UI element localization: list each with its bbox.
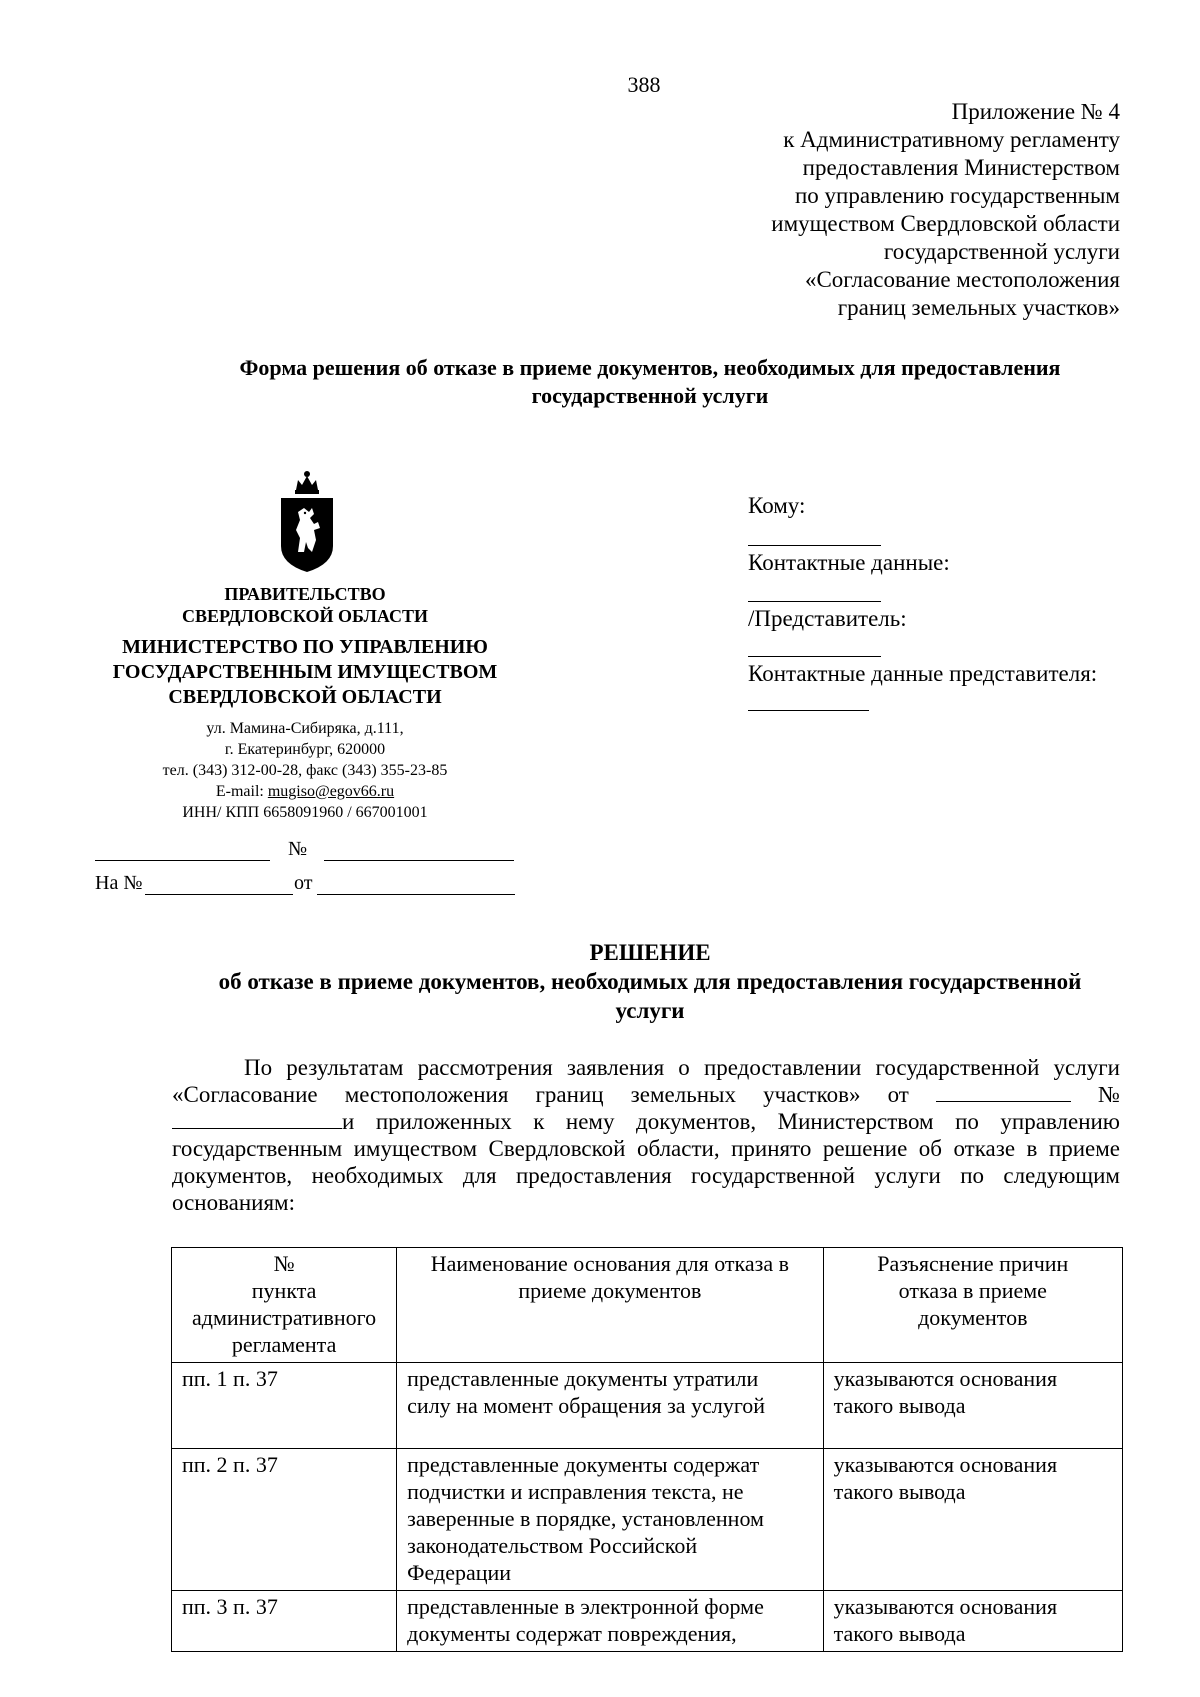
decision-body [172, 1054, 1120, 1216]
reason-cell: представленные документы содержат подчистки и исправления текста, не заверенные в порядке, установленном законодательством Российской Федерации [397, 1449, 823, 1591]
appendix-line: по управлению государственным [795, 183, 1120, 208]
table-row [172, 1449, 1123, 1591]
representative-label: /Представитель: [748, 606, 907, 631]
appendix-line: к Административному регламенту [783, 127, 1120, 152]
body-text-part: По результатам рассмотрения заявления о предоставлении государственной услуги «Согласование местоположения границ земельных участков» от [172, 1055, 1120, 1107]
table-header-row [172, 1248, 1123, 1363]
table-row [172, 1591, 1123, 1652]
ministry-name-line: СВЕРДЛОВСКОЙ ОБЛАСТИ [168, 686, 442, 708]
government-name-line: ПРАВИТЕЛЬСТВО [224, 584, 386, 604]
header-reason-name: Наименование основания для отказа в приеме документов [397, 1248, 823, 1363]
page-number: 388 [627, 72, 661, 97]
address-street: ул. Мамина-Сибиряка, д.111, [206, 720, 404, 737]
government-name-line: СВЕРДЛОВСКОЙ ОБЛАСТИ [182, 606, 428, 626]
email-label: E-mail: [215, 783, 268, 800]
appendix-header [600, 98, 1120, 322]
incoming-date-blank [317, 894, 515, 895]
form-title [140, 354, 1160, 410]
clause-cell: пп. 1 п. 37 [172, 1363, 397, 1449]
address-city: г. Екатеринбург, 620000 [224, 741, 386, 758]
decision-heading: РЕШЕНИЕ [589, 940, 711, 965]
recipient-to-label: Кому: [748, 493, 806, 518]
decision-subtitle-line: об отказе в приеме документов, необходимых для предоставления государственной [218, 969, 1082, 994]
table-row [172, 1363, 1123, 1449]
outgoing-number-line [95, 838, 515, 868]
ministry-letterhead [90, 583, 520, 823]
representative-contacts-blank [748, 710, 869, 711]
form-title-line: государственной услуги [531, 383, 769, 408]
application-number-blank [172, 1112, 342, 1129]
refusal-reasons-table [171, 1247, 1123, 1652]
application-date-blank [936, 1085, 1071, 1102]
clause-cell: пп. 2 п. 37 [172, 1449, 397, 1591]
appendix-line: «Согласование местоположения [804, 267, 1120, 292]
explanation-cell: указываются основания такого вывода [823, 1363, 1122, 1449]
incoming-from-label: от [294, 872, 313, 894]
header-clause-number: № пункта административного регламента [172, 1248, 397, 1363]
outgoing-date-blank [95, 860, 270, 861]
clause-cell: пп. 3 п. 37 [172, 1591, 397, 1652]
appendix-line: имуществом Свердловской области [771, 211, 1120, 236]
explanation-cell: указываются основания такого вывода [823, 1591, 1122, 1652]
representative-contacts-label: Контактные данные представителя: [748, 661, 1098, 686]
ministry-name-line: ГОСУДАРСТВЕННЫМ ИМУЩЕСТВОМ [112, 661, 498, 683]
body-number-sign: № [1098, 1082, 1120, 1107]
email-link[interactable]: mugiso@egov66.ru [267, 783, 395, 800]
appendix-line: границ земельных участков» [837, 295, 1120, 320]
coat-of-arms-icon [274, 468, 340, 574]
contacts-blank [748, 601, 881, 602]
outgoing-number-blank [324, 860, 514, 861]
address-phones: тел. (343) 312-00-28, факс (343) 355-23-85 [162, 762, 448, 779]
appendix-line: предоставления Министерством [802, 155, 1120, 180]
form-title-line: Форма решения об отказе в приеме документов, необходимых для предоставления [239, 355, 1061, 380]
ministry-name-line: МИНИСТЕРСТВО ПО УПРАВЛЕНИЮ [122, 636, 488, 658]
ministry-name [90, 635, 520, 710]
address-inn: ИНН/ КПП 6658091960 / 667001001 [182, 804, 428, 821]
explanation-cell: указываются основания такого вывода [823, 1449, 1122, 1591]
body-text-part: и приложенных к нему документов, Министерством по управлению государственным имуществом Свердловской области, принято решение об отказе в приеме документов, необходимых для предоставления государственной услуги по следующим основаниям: [172, 1109, 1120, 1215]
recipient-to-blank [748, 545, 881, 546]
appendix-line: государственной услуги [883, 239, 1120, 264]
representative-blank [748, 656, 881, 657]
incoming-number-blank [145, 894, 293, 895]
incoming-prefix: На № [95, 872, 143, 894]
contacts-label: Контактные данные: [748, 550, 950, 575]
address-email [90, 781, 520, 802]
appendix-line: Приложение № 4 [951, 99, 1120, 124]
decision-subtitle-line: услуги [615, 998, 685, 1023]
outgoing-number-sign: № [288, 838, 308, 860]
reason-cell: представленные документы утратили силу на момент обращения за услугой [397, 1363, 823, 1449]
header-reason-explanation: Разъяснение причин отказа в приеме документов [823, 1248, 1122, 1363]
reason-cell: представленные в электронной форме документы содержат повреждения, [397, 1591, 823, 1652]
incoming-number-line [95, 872, 515, 902]
decision-title [130, 938, 1170, 1025]
